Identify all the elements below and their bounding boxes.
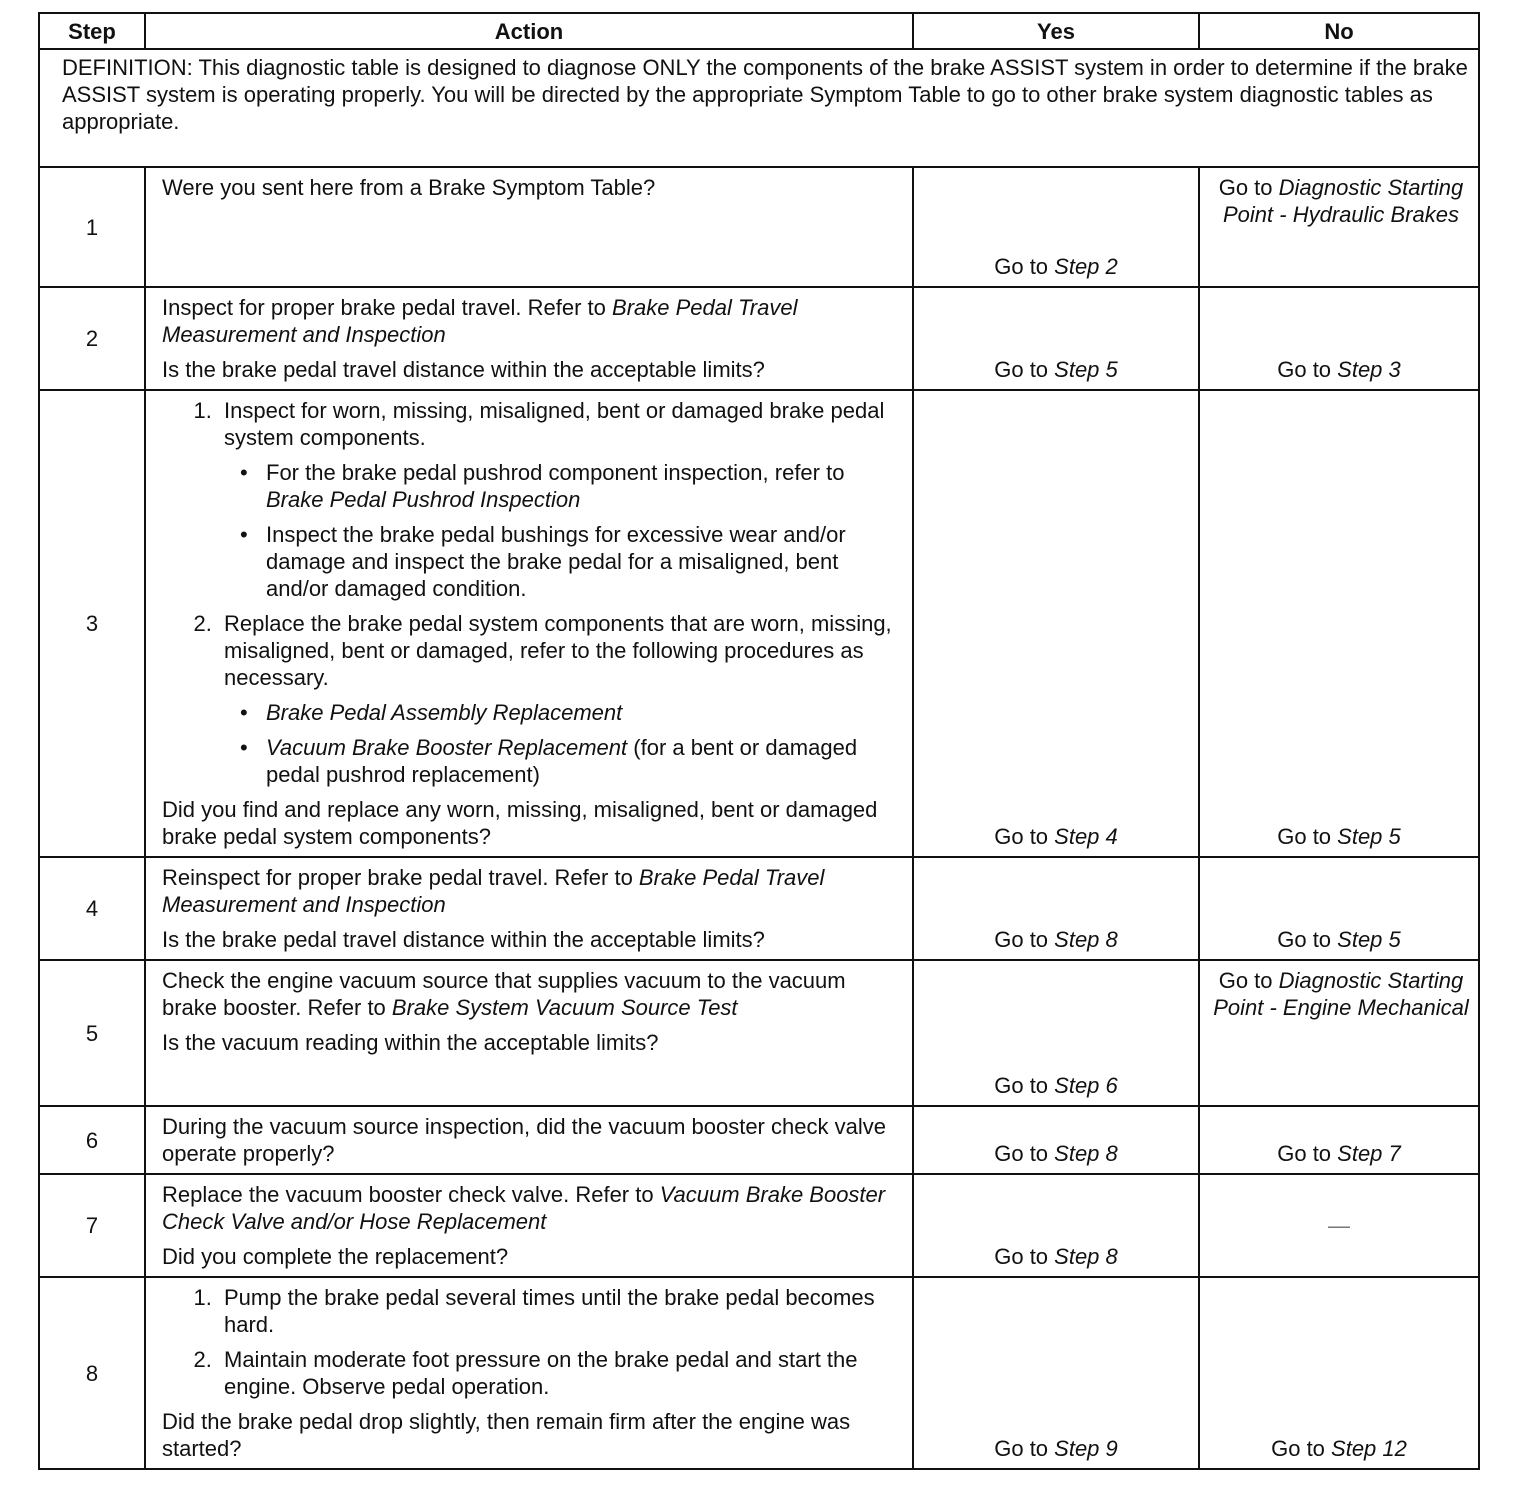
- list-item: [218, 610, 902, 788]
- no-answer-dash: —: [1328, 1213, 1350, 1238]
- table-row: [39, 167, 1479, 287]
- header-action: Action: [145, 13, 913, 49]
- table-row: [39, 390, 1479, 857]
- question-text: Did you complete the replacement?: [162, 1244, 509, 1269]
- no-cell: [1199, 167, 1479, 287]
- no-cell: [1199, 857, 1479, 960]
- procedure-list: [162, 1284, 902, 1400]
- step-number: 7: [39, 1174, 145, 1277]
- yes-cell: [913, 167, 1199, 287]
- question-text: Were you sent here from a Brake Symptom Table?: [162, 175, 656, 200]
- yes-step-link: Step 8: [1054, 1244, 1118, 1269]
- goto-label: Go to: [1218, 175, 1279, 200]
- goto-label: Go to: [994, 1141, 1055, 1166]
- no-step-link: Step 5: [1337, 927, 1401, 952]
- bullet-item: [260, 699, 902, 726]
- list-item: 1. Pump the brake pedal several times until the brake pedal becomes hard.: [218, 1284, 902, 1338]
- question-text: Is the brake pedal travel distance within the acceptable limits?: [162, 927, 765, 952]
- yes-cell: [913, 1174, 1199, 1277]
- reference-link: Brake System Vacuum Source Test: [391, 995, 738, 1020]
- action-cell: [145, 1174, 913, 1277]
- question-text: Is the brake pedal travel distance within the acceptable limits?: [162, 357, 765, 382]
- action-cell: [145, 167, 913, 287]
- yes-step-link: Step 8: [1054, 1141, 1118, 1166]
- no-cell: [1199, 1174, 1479, 1277]
- action-cell: [145, 1277, 913, 1469]
- action-cell: [145, 857, 913, 960]
- no-step-link: Diagnostic Starting Point - Hydraulic Brakes: [1223, 175, 1464, 227]
- question-text: Did the brake pedal drop slightly, then remain firm after the engine was started?: [162, 1409, 851, 1461]
- goto-label: Go to: [994, 927, 1055, 952]
- bullet-item: • Inspect the brake pedal bushings for excessive wear and/or damage and inspect the brake pedal for a misaligned, bent and/or damaged condition.: [260, 521, 902, 602]
- goto-label: Go to: [994, 1436, 1055, 1461]
- yes-step-link: Step 2: [1054, 254, 1118, 279]
- header-row: [39, 13, 1479, 49]
- yes-step-link: Step 8: [1054, 927, 1118, 952]
- yes-step-link: Step 6: [1054, 1073, 1118, 1098]
- goto-label: Go to: [1218, 968, 1279, 993]
- header-step: Step: [39, 13, 145, 49]
- reference-link: Brake Pedal Travel Measurement and Inspection: [162, 865, 825, 917]
- goto-label: Go to: [1277, 927, 1338, 952]
- step-number: 4: [39, 857, 145, 960]
- action-cell: [145, 390, 913, 857]
- goto-label: Go to: [1271, 1436, 1332, 1461]
- list-item: [218, 397, 902, 602]
- yes-cell: [913, 1277, 1199, 1469]
- item-text: Inspect for worn, missing, misaligned, bent or damaged brake pedal system components.: [224, 398, 885, 450]
- header-yes: Yes: [913, 13, 1199, 49]
- no-cell: [1199, 1106, 1479, 1174]
- step-number: 2: [39, 287, 145, 390]
- goto-label: Go to: [1277, 357, 1338, 382]
- question-text: Did you find and replace any worn, missing, misaligned, bent or damaged brake pedal system components?: [162, 797, 878, 849]
- bullet-item: [260, 459, 902, 513]
- instruction-text: Reinspect for proper brake pedal travel. Refer to: [162, 865, 639, 890]
- yes-cell: [913, 1106, 1199, 1174]
- action-cell: [145, 287, 913, 390]
- yes-cell: [913, 857, 1199, 960]
- step-number: 3: [39, 390, 145, 857]
- yes-step-link: Step 4: [1054, 824, 1118, 849]
- reference-link: Brake Pedal Travel Measurement and Inspection: [162, 295, 798, 347]
- goto-label: Go to: [994, 824, 1055, 849]
- reference-link: Brake Pedal Pushrod Inspection: [266, 487, 581, 512]
- procedure-list: [162, 397, 902, 788]
- bullet-text: For the brake pedal pushrod component inspection, refer to: [266, 460, 845, 485]
- step-number: 6: [39, 1106, 145, 1174]
- action-cell: [145, 1106, 913, 1174]
- instruction-text: Replace the vacuum booster check valve. Refer to: [162, 1182, 660, 1207]
- table-row: [39, 857, 1479, 960]
- no-step-link: Step 12: [1331, 1436, 1407, 1461]
- no-step-link: Diagnostic Starting Point - Engine Mechanical: [1213, 968, 1469, 1020]
- question-text: During the vacuum source inspection, did the vacuum booster check valve operate properly?: [162, 1114, 886, 1166]
- step-number: 5: [39, 960, 145, 1106]
- no-cell: [1199, 390, 1479, 857]
- bullet-item: [260, 734, 902, 788]
- instruction-text: Check the engine vacuum source that supplies vacuum to the vacuum brake booster. Refer to: [162, 968, 846, 1020]
- bullet-text: (for a bent or damaged pedal pushrod replacement): [266, 735, 858, 787]
- instruction-text: Inspect for proper brake pedal travel. Refer to: [162, 295, 613, 320]
- step-number: 8: [39, 1277, 145, 1469]
- action-cell: [145, 960, 913, 1106]
- table-row: [39, 960, 1479, 1106]
- step-number: 1: [39, 167, 145, 287]
- list-item: 2. Maintain moderate foot pressure on the brake pedal and start the engine. Observe pedal operation.: [218, 1346, 902, 1400]
- yes-cell: [913, 960, 1199, 1106]
- no-cell: [1199, 1277, 1479, 1469]
- table-row: [39, 1106, 1479, 1174]
- reference-link: Brake Pedal Assembly Replacement: [266, 700, 623, 725]
- definition-row: [39, 49, 1479, 167]
- item-text: Replace the brake pedal system components that are worn, missing, misaligned, bent or damaged, refer to the following procedures as necessary.: [224, 611, 892, 690]
- no-step-link: Step 7: [1337, 1141, 1401, 1166]
- header-no: No: [1199, 13, 1479, 49]
- reference-link: Vacuum Brake Booster Replacement: [266, 735, 628, 760]
- goto-label: Go to: [994, 1073, 1055, 1098]
- yes-step-link: Step 9: [1054, 1436, 1118, 1461]
- yes-step-link: Step 5: [1054, 357, 1118, 382]
- yes-cell: [913, 390, 1199, 857]
- yes-cell: [913, 287, 1199, 390]
- goto-label: Go to: [1277, 824, 1338, 849]
- table-row: [39, 1174, 1479, 1277]
- diagnostic-table: [38, 12, 1480, 1470]
- definition-text: DEFINITION: This diagnostic table is designed to diagnose ONLY the components of the brake ASSIST system in order to determine if the brake ASSIST system is operating properly. You will be directed by the appropriate Symptom Table to go to other brake system diagnostic tables as appropriate.: [39, 49, 1479, 167]
- goto-label: Go to: [994, 357, 1055, 382]
- goto-label: Go to: [994, 254, 1055, 279]
- goto-label: Go to: [1277, 1141, 1338, 1166]
- table-row: [39, 1277, 1479, 1469]
- no-cell: [1199, 287, 1479, 390]
- no-step-link: Step 5: [1337, 824, 1401, 849]
- no-cell: [1199, 960, 1479, 1106]
- table-row: [39, 287, 1479, 390]
- goto-label: Go to: [994, 1244, 1055, 1269]
- reference-link: Vacuum Brake Booster Check Valve and/or Hose Replacement: [162, 1182, 886, 1234]
- question-text: Is the vacuum reading within the acceptable limits?: [162, 1030, 659, 1055]
- no-step-link: Step 3: [1337, 357, 1401, 382]
